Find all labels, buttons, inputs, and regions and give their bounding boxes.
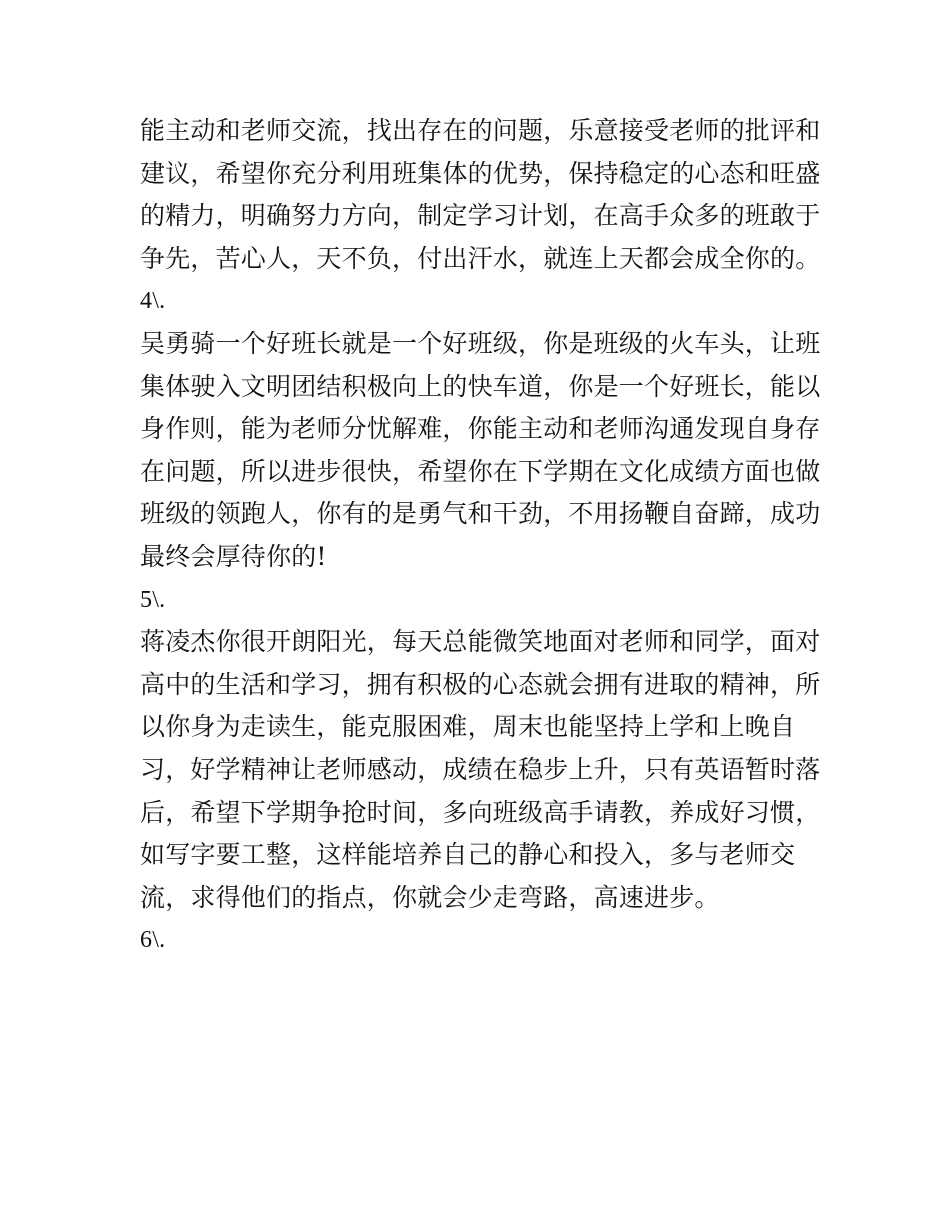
text-line: 高中的生活和学习，拥有积极的心态就会拥有进取的精神，所 (140, 669, 821, 699)
text-line: 后，希望下学期争抢时间，多向班级高手请教，养成好习惯， (140, 797, 821, 827)
document-body (140, 110, 820, 962)
text-line: 习，好学精神让老师感动，成绩在稳步上升，只有英语暂时落 (140, 754, 821, 784)
text-line: 争先，苦心人，天不负，付出汗水，就连上天都会成全你的。 (140, 243, 821, 273)
text-line: 如写字要工整，这样能培养自己的静心和投入，多与老师交 (140, 840, 796, 870)
text-line: 的精力，明确努力方向，制定学习计划，在高手众多的班敢于 (140, 201, 821, 231)
text-line: 身作则，能为老师分忧解难，你能主动和老师沟通发现自身存 (140, 414, 821, 444)
text-line: 班级的领跑人，你有的是勇气和干劲，不用扬鞭自奋蹄，成功 (140, 499, 821, 529)
text-line: 在问题，所以进步很快，希望你在下学期在文化成绩方面也做 (140, 456, 821, 486)
text-line: 吴勇骑一个好班长就是一个好班级，你是班级的火车头，让班 (140, 328, 821, 358)
text-line: 最终会厚待你的! (140, 541, 327, 571)
section-number: 4\. (140, 288, 166, 315)
text-line: 集体驶入文明团结积极向上的快车道，你是一个好班长，能以 (140, 371, 821, 401)
text-line: 以你身为走读生，能克服困难，周末也能坚持上学和上晚自 (140, 712, 796, 742)
section-number: 5\. (140, 586, 166, 613)
text-line: 能主动和老师交流，找出存在的问题，乐意接受老师的批评和 (140, 116, 821, 145)
text-line: 流，求得他们的指点，你就会少走弯路，高速进步。 (140, 882, 720, 912)
section-number: 6\. (140, 927, 166, 954)
text-line: 蒋凌杰你很开朗阳光，每天总能微笑地面对老师和同学，面对 (140, 627, 821, 657)
text-line: 建议，希望你充分利用班集体的优势，保持稳定的心态和旺盛 (140, 158, 821, 188)
